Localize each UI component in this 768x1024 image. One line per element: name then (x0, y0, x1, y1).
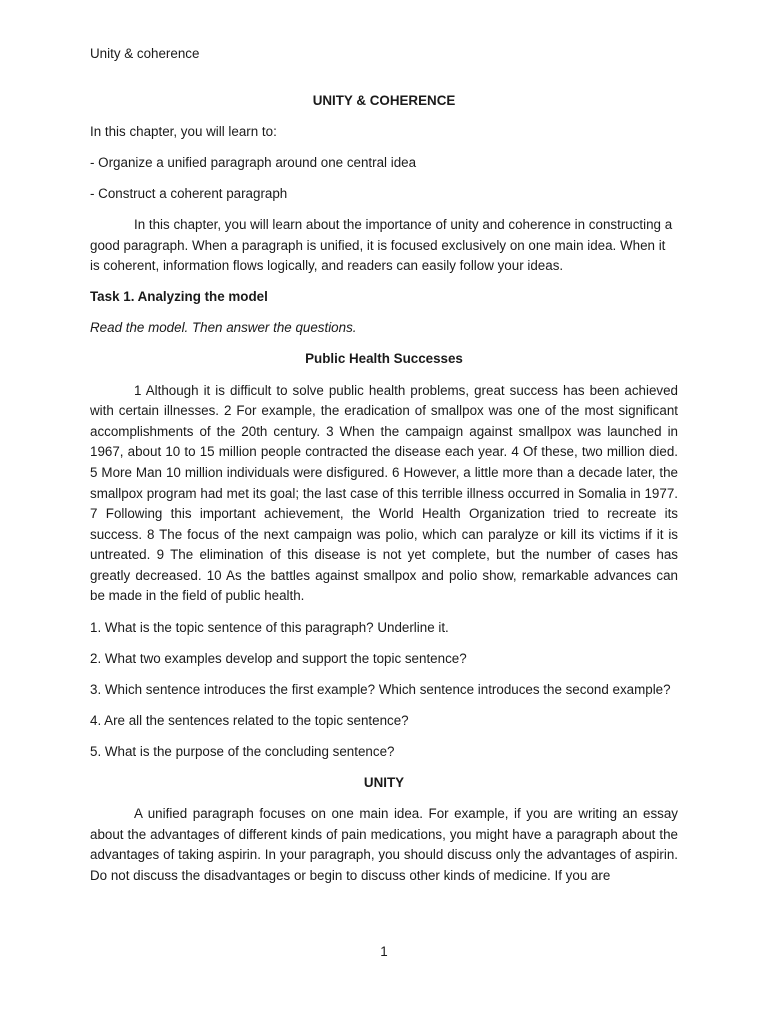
chapter-title: UNITY & COHERENCE (312, 92, 456, 108)
objective-item: - Construct a coherent paragraph (90, 185, 288, 201)
question-item: 5. What is the purpose of the concluding sentence? (90, 743, 395, 759)
model-title: Public Health Successes (305, 351, 463, 367)
task-heading: Task 1. Analyzing the model (90, 289, 268, 305)
page-number: 1 (380, 944, 388, 959)
question-item: 4. Are all the sentences related to the topic sentence? (90, 712, 409, 728)
objective-item: - Organize a unified paragraph around one central idea (90, 154, 417, 170)
intro-text: In this chapter, you will learn to: (90, 123, 277, 139)
unity-heading: UNITY (363, 775, 405, 791)
question-item: 2. What two examples develop and support the topic sentence? (90, 650, 467, 666)
running-header: Unity & coherence (90, 46, 200, 61)
question-item: 1. What is the topic sentence of this paragraph? Underline it. (90, 619, 449, 635)
unity-paragraph: A unified paragraph focuses on one main idea. For example, if you are writing an essay about the advantages of different kinds of pain medications, you might have a paragraph about the advantages of taking aspirin. In your paragraph, you should discuss only the advantages of aspirin. Do not discuss the disadvantages or begin to discuss other kinds of medicine. If you are (90, 806, 678, 883)
overview-paragraph: In this chapter, you will learn about the importance of unity and coherence in constructing a good paragraph. When a paragraph is unified, it is focused exclusively on one main idea. When it is coherent, information flows logically, and readers can easily follow your ideas. (90, 216, 673, 274)
question-item: 3. Which sentence introduces the first example? Which sentence introduces the second example? (90, 681, 671, 697)
model-paragraph: 1 Although it is difficult to solve public health problems, great success has been achieved with certain illnesses. 2 For example, the eradication of smallpox was one of the most significant accomplishments of the 20th century. 3 When the campaign against smallpox was launched in 1967, about 10 to 15 million people contracted the disease each year. 4 Of these, two million died. 5 More Man 10 million individuals were disfigured. 6 However, a little more than a decade later, the smallpox program had met its goal; the last case of this terrible illness occurred in Somalia in 1977. 7 Following this important achievement, the World Health Organization tried to recreate its success. 8 The focus of the next campaign was polio, which can paralyze or kill its victims if it is untreated. 9 The elimination of this disease is not yet complete, but the number of cases has greatly decreased. 10 As the battles against smallpox and polio show, remarkable advances can be made in the field of public health. (90, 382, 678, 604)
document-page (90, 44, 678, 897)
task-instruction: Read the model. Then answer the questions. (90, 320, 357, 336)
